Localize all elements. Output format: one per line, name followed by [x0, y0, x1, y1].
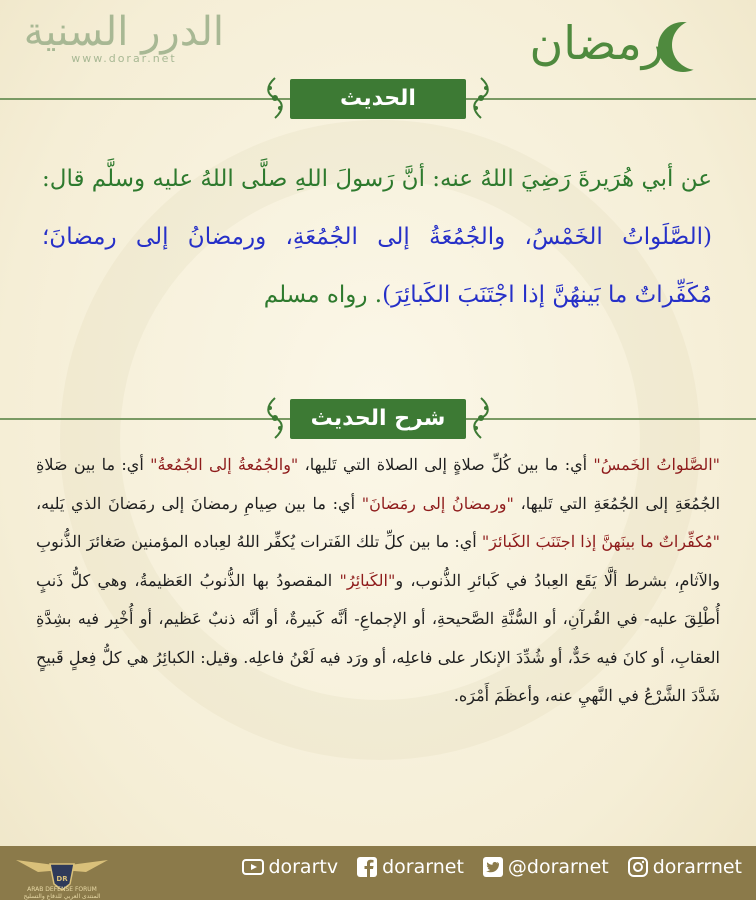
crescent-icon [672, 20, 722, 70]
forum-subtitle: المنتدى العربي للدفاع والتسليح [23, 893, 101, 900]
twitter-handle: @dorarnet [507, 856, 609, 878]
instagram-icon [627, 856, 649, 878]
facebook-icon [356, 856, 378, 878]
ornament-icon [262, 396, 288, 440]
ornament-icon [468, 76, 494, 120]
forum-name: ARAB DEFENSE FORUM [27, 886, 97, 893]
quoted-phrase: "مُكفِّراتٌ ما بينَهنَّ إذا اجتَنَبَ الكَبائرَ" [481, 532, 720, 551]
section-label-sharh: شرح الحديث [290, 399, 466, 439]
facebook-handle: dorarnet [382, 856, 464, 878]
quoted-phrase: "الكَبائِرُ" [339, 570, 396, 590]
ramadan-logo [522, 6, 722, 86]
section-label-hadith: الحديث [290, 79, 466, 119]
social-facebook[interactable] [356, 856, 464, 878]
explanation-text: أي: ما بين صِيامِ رمضانَ إلى رمَضانَ الذي يَليه، [36, 493, 362, 513]
brand-url: www.dorar.net [71, 52, 177, 65]
explanation-text: أي: ما بين كلِّ تلك الفَترات يُكفِّر اللهُ لعِباده المؤمنين صَغائرَ الذُّنوبِ والآثامِ، بشرط ألَّا يَقَع العِبادُ في كَبائرِ الذُّنوب، و [36, 532, 720, 590]
social-youtube[interactable] [242, 856, 338, 878]
social-links [242, 856, 742, 878]
explanation-text: المقصودُ بها الذُّنوبُ العَظيمةُ، وهي كلُّ ذَنبٍ أُطْلِقَ عليه- في القُرآنِ، أو السُّنَّةِ الصَّحيحةِ، أو الإجماعِ- أنَّه كَبيرةٌ، أو أنَّه ذنبٌ عَظيم، أو أُخْبِر فيه بشِدَّةِ العقابِ، أو كانَ فيه حَدٌّ، أو شُدِّدَ الإنكار على فاعلِه، أو ورَد فيه لَعْنُ فاعلِه. وقيل: الكبائِرُ هي كلُّ فِعلٍ قَبيحٍ شَدَّدَ الشَّرْعُ في النَّهيِ عنه، وأعظَمَ أَمْرَه. [36, 570, 720, 705]
hadith-explanation [36, 446, 720, 716]
social-instagram[interactable] [627, 856, 742, 878]
instagram-handle: dorarrnet [652, 856, 742, 878]
ramadan-word: رمضان [529, 16, 664, 70]
youtube-icon [242, 856, 264, 878]
explanation-text: أي: ما بين صَلاةِ الجُمُعَةِ إلى الجُمُعَةِ التي تَليها، [36, 455, 721, 513]
ornament-icon [468, 396, 494, 440]
youtube-handle: dorartv [268, 856, 339, 878]
explanation-text: أي: ما بين كُلِّ صلاةٍ إلى الصلاة التي تَليها، [298, 455, 594, 474]
svg-text:DR: DR [56, 875, 68, 883]
quoted-phrase: "الصَّلواتُ الخَمسُ" [593, 455, 721, 474]
twitter-icon [482, 856, 504, 878]
footer-bar [0, 846, 756, 900]
dorar-logo [24, 8, 224, 65]
hadith-quote: (الصَّلَواتُ الخَمْسُ، والجُمُعَةُ إلى الجُمُعَةِ، ورمضانُ إلى رمضانَ؛ مُكَفِّراتٌ ما بَينهُنَّ إذا اجْتَنَبَ الكَبائِرَ) [42, 224, 712, 308]
forum-caption [4, 886, 120, 900]
quoted-phrase: "ورمضانُ إلى رمَضانَ" [361, 493, 514, 513]
brand-name: الدرر السنية [23, 9, 224, 55]
quoted-phrase: "والجُمُعةُ إلى الجُمُعةُ" [150, 455, 299, 474]
hadith-text [42, 150, 712, 324]
social-twitter[interactable] [482, 856, 609, 878]
hadith-narrator: عن أبي هُرَيرةَ رَضِيَ اللهُ عنه: أنَّ رَسولَ اللهِ صلَّى اللهُ عليه وسلَّم قال: [42, 166, 712, 192]
hadith-source: . رواه مسلم [263, 282, 383, 308]
ornament-icon [262, 76, 288, 120]
